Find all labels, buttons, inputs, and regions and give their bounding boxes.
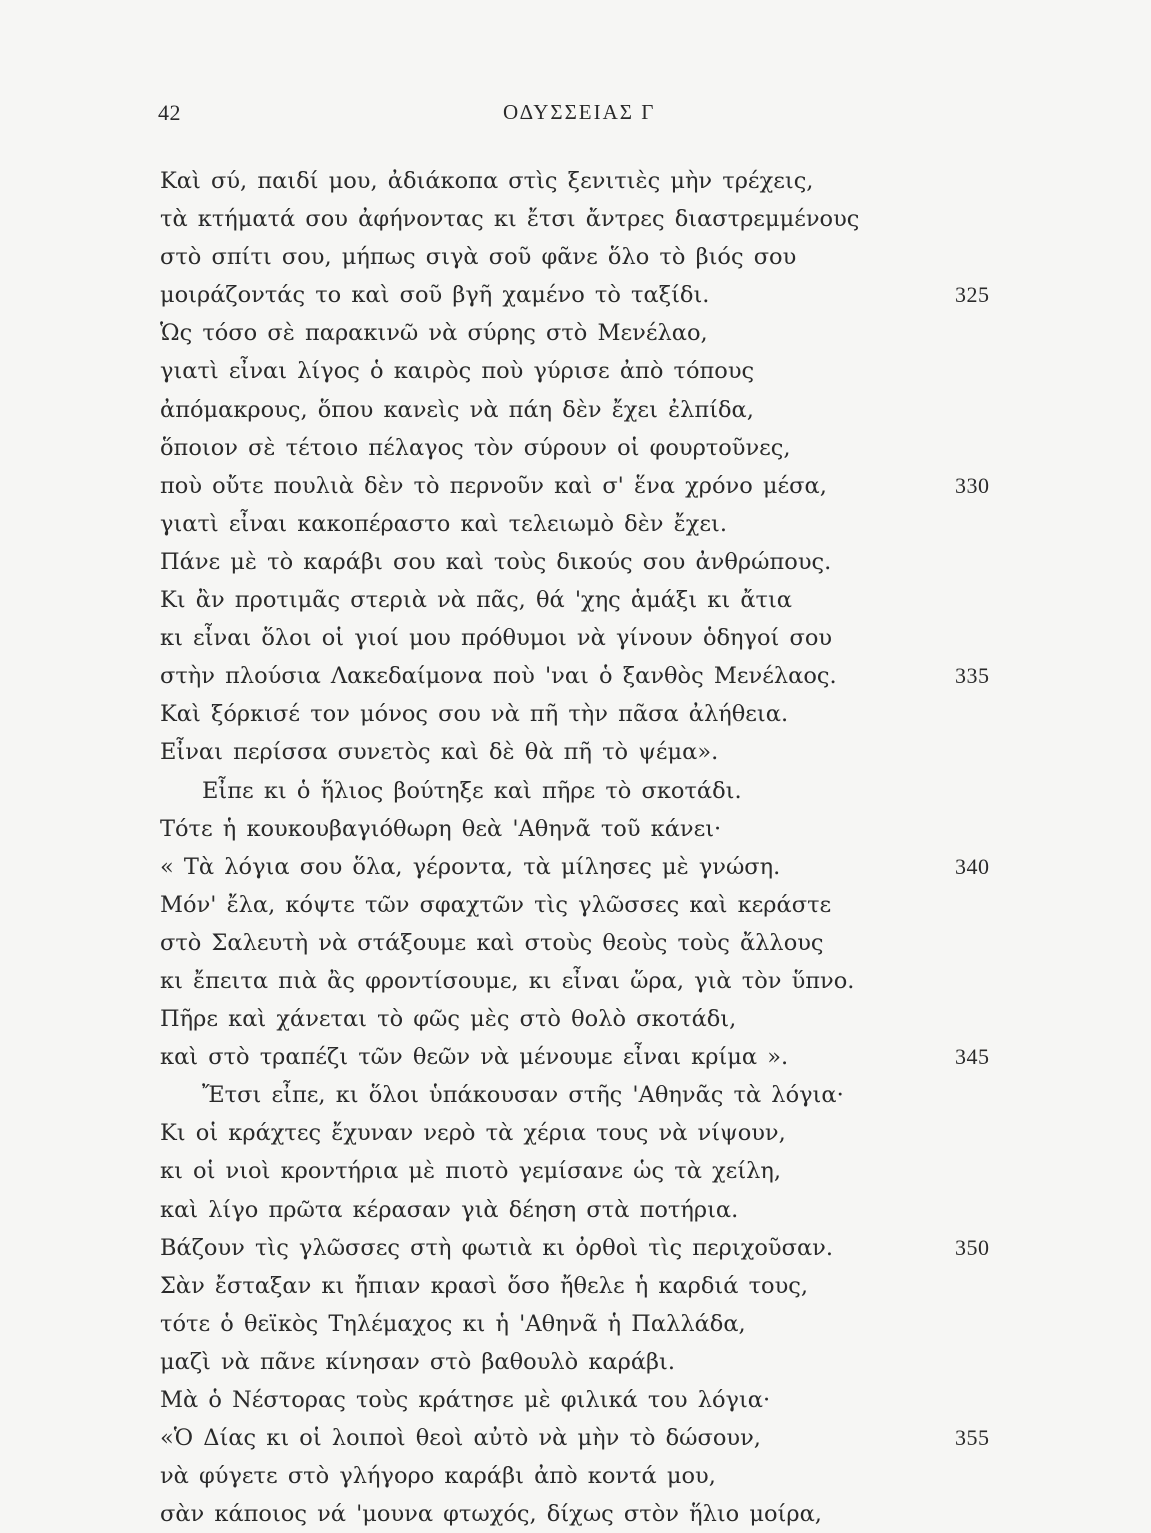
verse-text: κι οἱ νιοὶ κροντήρια μὲ πιοτὸ γεμίσανε ὡς τὰ χείλη, <box>160 1158 782 1185</box>
verse-line <box>160 1381 1020 1419</box>
verse-block <box>160 162 1020 1533</box>
running-head <box>158 100 918 136</box>
verse-line <box>160 1267 1020 1305</box>
verse-line <box>160 543 1020 581</box>
verse-line <box>160 276 1020 314</box>
verse-line <box>160 1076 1020 1114</box>
verse-text: Εἶναι περίσσα συνετὸς καὶ δὲ θὰ πῆ τὸ ψέμα». <box>160 739 719 766</box>
verse-text: Ὡς τόσο σὲ παρακινῶ νὰ σύρης στὸ Μενέλαο, <box>160 320 708 347</box>
line-number: 330 <box>955 472 990 498</box>
verse-line <box>160 962 1020 1000</box>
verse-line <box>160 1343 1020 1381</box>
verse-line <box>160 924 1020 962</box>
verse-line <box>160 733 1020 771</box>
verse-text: ὅποιον σὲ τέτοιο πέλαγος τὸν σύρουν οἱ φουρτοῦνες, <box>160 434 791 461</box>
verse-line <box>160 848 1020 886</box>
verse-line <box>160 1229 1020 1267</box>
verse-text: στὴν πλούσια Λακεδαίμονα ποὺ 'ναι ὁ ξανθὸς Μενέλαος. <box>160 663 837 690</box>
verse-text: τὰ κτήματά σου ἀφήνοντας κι ἔτσι ἄντρες διαστρεμμένους <box>160 206 860 233</box>
verse-text: σὰν κάποιος νά 'μουνα φτωχός, δίχως στὸν ἥλιο μοίρα, <box>160 1501 822 1528</box>
page-number: 42 <box>158 100 181 125</box>
verse-text: μαζὶ νὰ πᾶνε κίνησαν στὸ βαθουλὸ καράβι. <box>160 1348 675 1375</box>
verse-text: Καὶ σύ, παιδί μου, ἀδιάκοπα στὶς ξενιτιὲς μὴν τρέχεις, <box>160 168 814 194</box>
verse-text: στὸ Σαλευτὴ νὰ στάξουμε καὶ στοὺς θεοὺς τοὺς ἄλλους <box>160 929 824 956</box>
verse-text: Μὰ ὁ Νέστορας τοὺς κράτησε μὲ φιλικά του λόγια· <box>160 1387 771 1413</box>
verse-line <box>160 238 1020 276</box>
verse-text: Εἶπε κι ὁ ἥλιος βούτηξε καὶ πῆρε τὸ σκοτάδι. <box>202 777 742 804</box>
verse-text: κι εἶναι ὅλοι οἱ γιοί μου πρόθυμοι νὰ γίνουν ὁδηγοί σου <box>160 625 833 652</box>
verse-line <box>160 810 1020 848</box>
verse-text: ποὺ οὔτε πουλιὰ δὲν τὸ περνοῦν καὶ σ' ἕνα χρόνο μέσα, <box>160 472 827 499</box>
verse-text: «Ὁ Δίας κι οἱ λοιποὶ θεοὶ αὐτὸ νὰ μὴν τὸ δώσουν, <box>160 1425 761 1452</box>
line-number: 340 <box>955 853 990 879</box>
verse-line <box>160 1000 1020 1038</box>
verse-text: Σὰν ἔσταξαν κι ἤπιαν κρασὶ ὅσο ἤθελε ἡ καρδιά τους, <box>160 1272 809 1299</box>
verse-text: Καὶ ξόρκισέ τον μόνος σου νὰ πῆ τὴν πᾶσα ἀλήθεια. <box>160 701 789 728</box>
verse-line <box>160 886 1020 924</box>
verse-text: καὶ λίγο πρῶτα κέρασαν γιὰ δέηση στὰ ποτήρια. <box>160 1196 739 1223</box>
verse-line <box>160 162 1020 200</box>
verse-text: γιατὶ εἶναι λίγος ὁ καιρὸς ποὺ γύρισε ἀπὸ τόπους <box>160 358 755 385</box>
verse-line <box>160 467 1020 505</box>
verse-text: Μόν' ἔλα, κόψτε τῶν σφαχτῶν τὶς γλῶσσες καὶ κεράστε <box>160 891 832 918</box>
line-number: 345 <box>955 1044 990 1070</box>
verse-line <box>160 695 1020 733</box>
verse-line <box>160 772 1020 810</box>
verse-line <box>160 1191 1020 1229</box>
verse-line <box>160 314 1020 352</box>
verse-line <box>160 505 1020 543</box>
verse-text: ἀπόμακρους, ὅπου κανεὶς νὰ πάη δὲν ἔχει ἐλπίδα, <box>160 396 754 423</box>
line-number: 335 <box>955 663 990 689</box>
line-number: 325 <box>955 282 990 308</box>
line-number: 355 <box>955 1425 990 1451</box>
verse-line <box>160 619 1020 657</box>
verse-text: κι ἔπειτα πιὰ ἂς φροντίσουμε, κι εἶναι ὥρα, γιὰ τὸν ὕπνο. <box>160 967 855 994</box>
verse-line <box>160 391 1020 429</box>
verse-line <box>160 1305 1020 1343</box>
verse-text: γιατὶ εἶναι κακοπέραστο καὶ τελειωμὸ δὲν ἔχει. <box>160 510 727 537</box>
verse-line <box>160 1457 1020 1495</box>
verse-text: Πῆρε καὶ χάνεται τὸ φῶς μὲς στὸ θολὸ σκοτάδι, <box>160 1006 737 1033</box>
verse-line <box>160 1038 1020 1076</box>
verse-line <box>160 657 1020 695</box>
line-number: 350 <box>955 1234 990 1260</box>
verse-line <box>160 1419 1020 1457</box>
verse-text: Βάζουν τὶς γλῶσσες στὴ φωτιὰ κι ὀρθοὶ τὶς περιχοῦσαν. <box>160 1234 833 1261</box>
verse-text: νὰ φύγετε στὸ γλήγορο καράβι ἀπὸ κοντά μου, <box>160 1463 716 1490</box>
verse-text: Τότε ἡ κουκουβαγιόθωρη θεὰ 'Αθηνᾶ τοῦ κάνει· <box>160 815 722 842</box>
verse-line <box>160 1152 1020 1190</box>
verse-text: « Τὰ λόγια σου ὅλα, γέροντα, τὰ μίλησες μὲ γνώση. <box>160 853 781 880</box>
verse-text: Κι ἂν προτιμᾶς στεριὰ νὰ πᾶς, θά 'χης ἁμάξι κι ἄτια <box>160 587 792 614</box>
verse-text: Κι οἱ κράχτες ἔχυναν νερὸ τὰ χέρια τους νὰ νίψουν, <box>160 1120 786 1147</box>
book-title: ΟΔΥΣΣΕΙΑΣ Γ <box>503 100 656 124</box>
verse-text: καὶ στὸ τραπέζι τῶν θεῶν νὰ μένουμε εἶναι κρίμα ». <box>160 1044 789 1071</box>
verse-line <box>160 1114 1020 1152</box>
verse-text: στὸ σπίτι σου, μήπως σιγὰ σοῦ φᾶνε ὅλο τὸ βιός σου <box>160 244 797 271</box>
verse-line <box>160 200 1020 238</box>
verse-text: Ἔτσι εἶπε, κι ὅλοι ὑπάκουσαν στῆς 'Αθηνᾶς τὰ λόγια· <box>202 1082 844 1109</box>
verse-text: μοιράζοντάς το καὶ σοῦ βγῆ χαμένο τὸ ταξίδι. <box>160 282 710 309</box>
verse-text: Πάνε μὲ τὸ καράβι σου καὶ τοὺς δικούς σου ἀνθρώπους. <box>160 548 832 575</box>
verse-line <box>160 581 1020 619</box>
verse-line <box>160 1495 1020 1533</box>
verse-line <box>160 352 1020 390</box>
verse-line <box>160 429 1020 467</box>
verse-text: τότε ὁ θεϊκὸς Τηλέμαχος κι ἡ 'Αθηνᾶ ἡ Παλλάδα, <box>160 1310 746 1337</box>
